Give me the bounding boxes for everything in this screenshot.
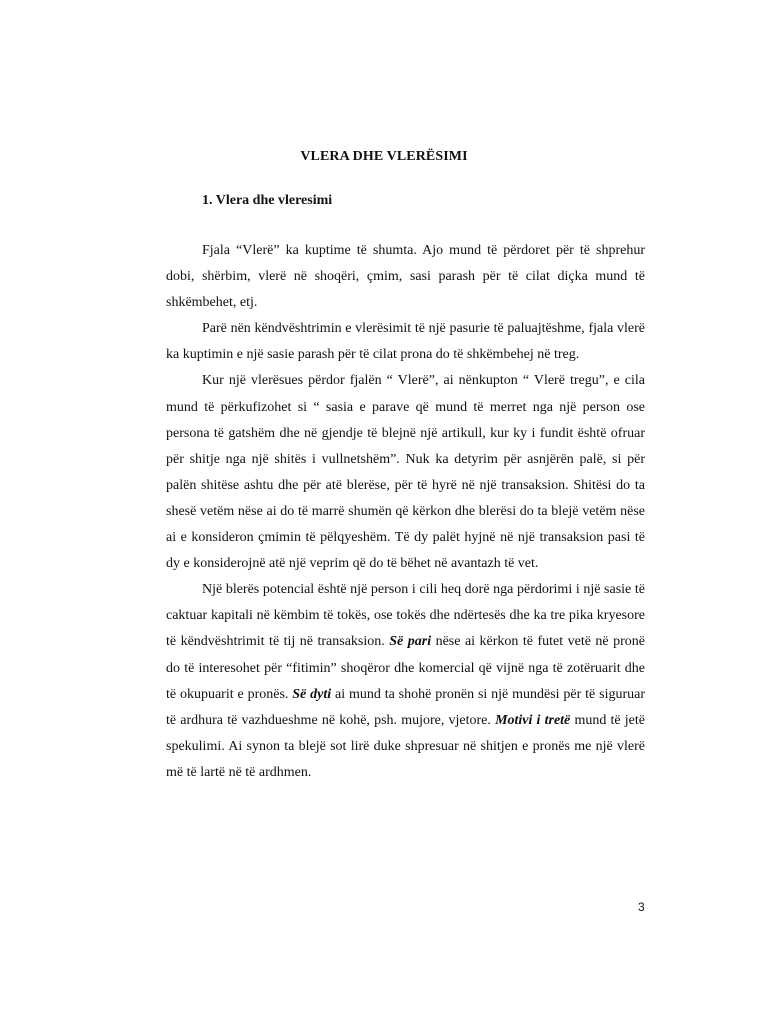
paragraph-4-part-1: Një blerës potencial është një person i cili heq dorë nga përdorimi i një sasie të caktuar kapitali në këmbim të tokës, ose tokës dhe ndërtesës dhe ka tre pika kryesore të këndvështrimit të tij në transaksion. <box>166 582 645 650</box>
paragraph-4-part-2: nëse ai kërkon të futet vetë në pronë do të interesohet për “fitimin” shoqëror dhe komercial që vijnë nga të zotëruarit dhe të okupuarit e pronës. <box>166 634 645 702</box>
paragraph-1: Fjala “Vlerë” ka kuptime të shumta. Ajo mund të përdoret për të shprehur dobi, shërbim, vlerë në shoqëri, çmim, sasi parash për të cilat diçka mund të shkëmbehet, etj. <box>166 243 645 311</box>
emphasis-se-dyti: Së dyti <box>292 686 332 702</box>
emphasis-se-pari: Së pari <box>389 634 432 650</box>
paragraph-4-part-4: mund të jetë spekulimi. Ai synon ta blejë sot lirë duke shpresuar në shitjen e pronës me një vlerë më të lartë në të ardhmen. <box>166 712 645 780</box>
paragraph-2: Parë nën këndvështrimin e vlerësimit të një pasurie të paluajtëshme, fjala vlerë ka kuptimin e një sasie parash për të cilat prona do të shkëmbehej në treg. <box>166 321 645 363</box>
paragraph-4-part-3: ai mund ta shohë pronën si një mundësi për të siguruar të ardhura të vazhdueshme në kohë, psh. mujore, vjetore. <box>166 686 646 728</box>
paragraph-4 <box>166 577 645 786</box>
section-heading: 1. Vlera dhe vleresimi <box>202 193 333 208</box>
paragraph-3: Kur një vlerësues përdor fjalën “ Vlerë”, ai nënkupton “ Vlerë tregu”, e cila mund të përkufizohet si “ sasia e parave që mund të merret nga një person ose persona të gatshëm dhe në gjendje të blejnë një artikull, kur ky i fundit është ofruar për shitje nga një shitës i vullnetshëm”. Nuk ka detyrim për asnjërën palë, si për palën shitëse ashtu dhe për atë blerëse, për të hyrë në një transaksion. Shitësi do ta shesë vetëm nëse ai do të marrë shumën që kërkon dhe blerësi do ta blejë vetëm nëse ai e konsideron çmimin të pëlqyeshëm. Të dy palët hyjnë në një transaksion pasi të dy e konsiderojnë atë një veprim që do të bëhet në avantazh të vet. <box>166 373 645 572</box>
body-text <box>166 238 645 786</box>
page-number: 3 <box>638 900 645 914</box>
emphasis-motivi-i-trete: Motivi i tretë <box>495 712 571 728</box>
page-title: VLERA DHE VLERËSIMI <box>300 149 468 164</box>
